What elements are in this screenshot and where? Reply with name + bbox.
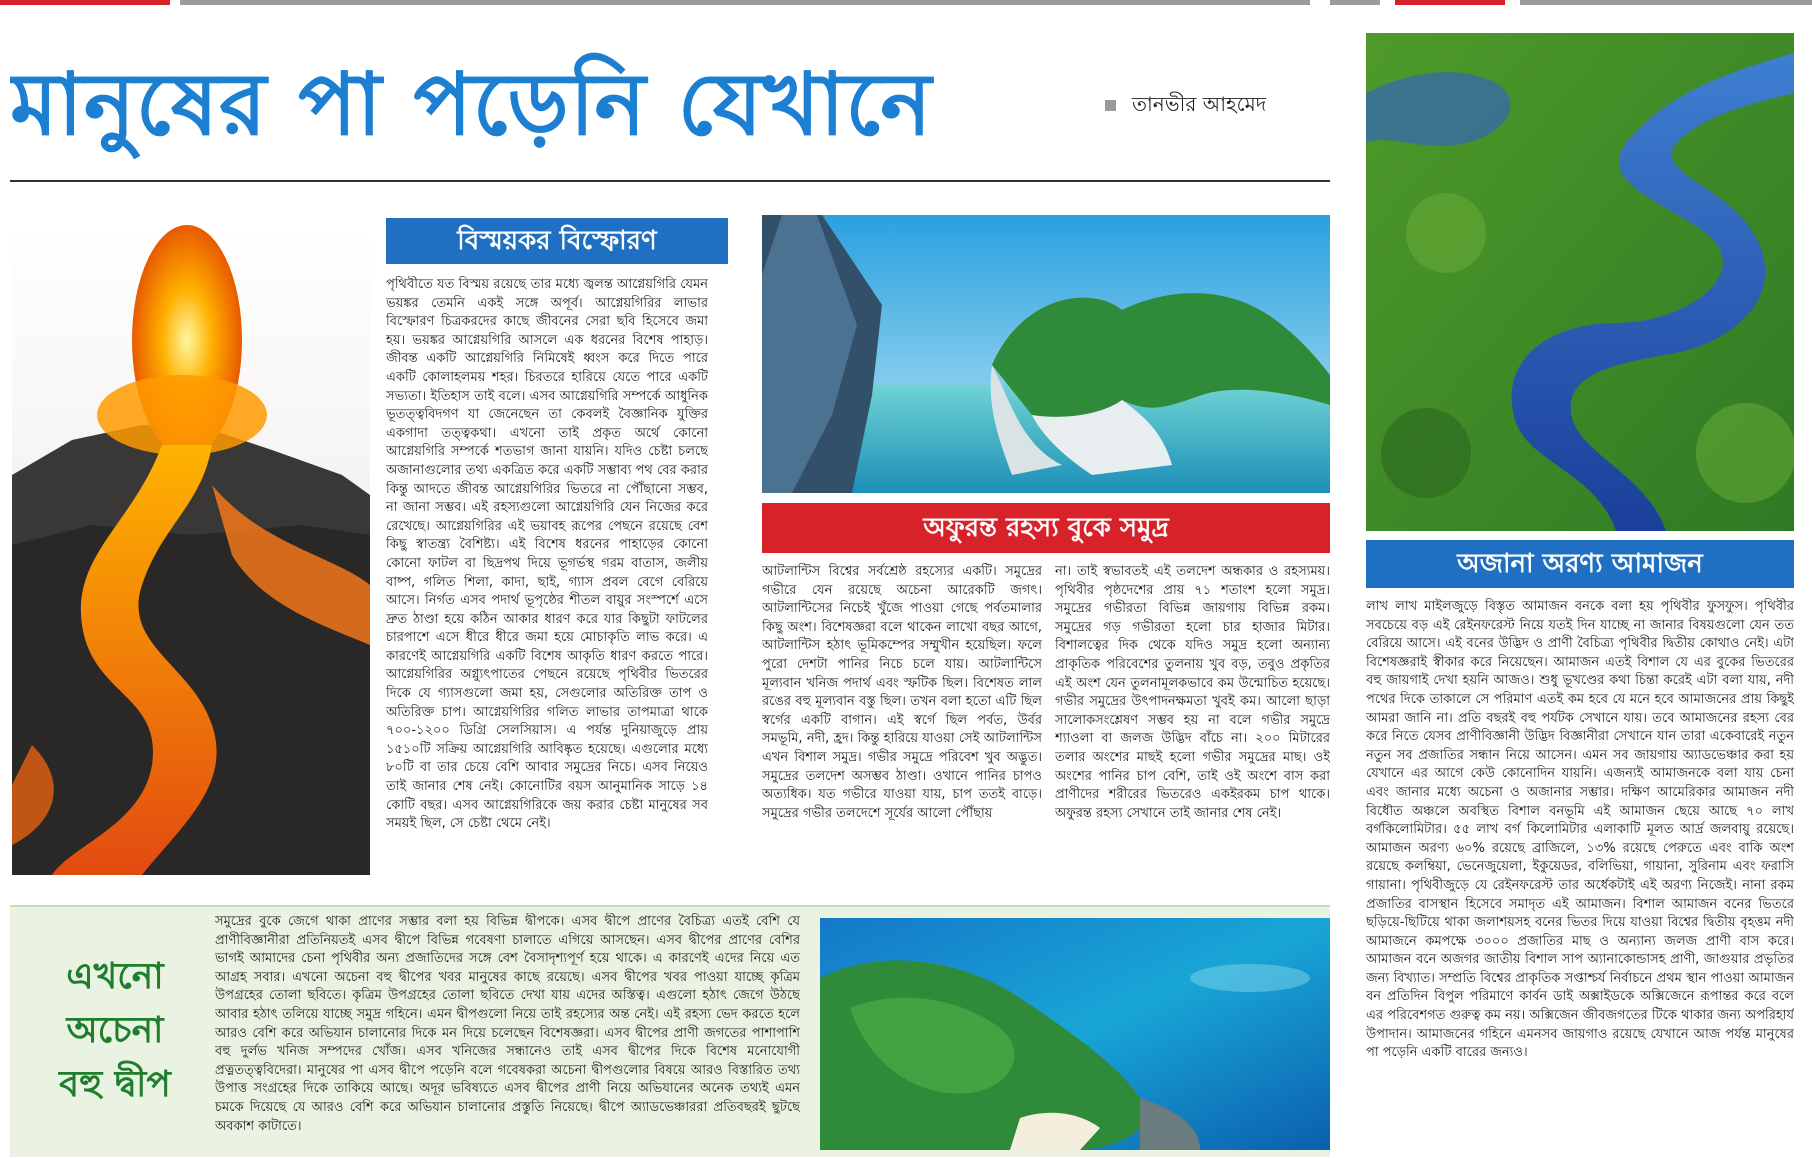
top-strip-red-left (0, 0, 170, 5)
byline-author: তানভীর আহমেদ (1132, 92, 1267, 116)
page-headline: মানুষের পা পড়েনি যেখানে (10, 55, 933, 155)
islands-title-line3: বহু দ্বীপ (59, 1064, 171, 1105)
sea-body-text-col2: না। তাই স্বভাবতই এই তলদেশ অন্ধকার ও রহস্যময়। পৃথিবীর পৃষ্ঠদেশের প্রায় ৭১ শতাংশ হলো সমুদ্র। সমুদ্রের গভীরতা বিভিন্ন জায়গায় বিভিন্ন রকম। সমুদ্রের গড় গভীরতা হলো চার হাজার মিটার। বিশালত্বের দিক থেকে যদিও সমুদ্র হলো অন্যান্য প্রাকৃতিক পরিবেশের তুলনায় খুব বড়, তবুও প্রকৃতির এই অংশ যেন তুলনামূলকভাবে কম উন্মোচিত হয়েছে। গভীর সমুদ্রের উৎপাদনক্ষমতা খুবই কম। আলো ছাড়া সালোকসংশ্লেষণ সম্ভব হয় না বলে গভীর সমুদ্রে শ্যাওলা বা জলজ উদ্ভিদ বাঁচে না। ২০০ মিটারের তলার অংশের মাছই হলো গভীর সমুদ্রের মাছ। ওই অংশের পানির চাপ বেশি, তাই ওই অংশে বাস করা প্রাণীদের শরীরের ভিতরেও একইরকম চাপ থাকে। অফুরন্ত রহস্য সেখানে তাই জানার শেষ নেই। (1055, 564, 1330, 821)
amazon-river-forest-image (1366, 33, 1794, 531)
top-strip-red-right (1395, 0, 1505, 5)
volcano-section-heading: বিস্ময়কর বিস্ফোরণ (386, 218, 728, 264)
tropical-island-image (820, 918, 1330, 1150)
sea-cliff-image (762, 215, 1330, 493)
byline (1105, 90, 1266, 123)
islands-title (20, 950, 210, 1112)
islands-title-line1: এখনো (66, 956, 164, 997)
sea-section-heading: অফুরন্ত রহস্য বুকে সমুদ্র (762, 503, 1330, 553)
amazon-section-heading: অজানা অরণ্য আমাজন (1366, 540, 1794, 588)
headline-rule (10, 180, 1330, 182)
top-strip-gray-small (1330, 0, 1380, 5)
square-bullet-icon (1105, 100, 1116, 111)
sea-body-text-col1: আটলান্টিস বিশ্বের সর্বশ্রেষ্ঠ রহস্যের একটি। সমুদ্রের গভীরে যেন রয়েছে অচেনা আরেকটি জগৎ। আটলান্টিসের নিচেই খুঁজে পাওয়া গেছে পর্বতমালার কিছু অংশ। বিশেষজ্ঞরা বলে থাকেন লাখো বছর আগে, আটলান্টিস হঠাৎ ভূমিকম্পের সম্মুখীন হয়েছিল। ফলে পুরো দেশটা পানির নিচে চলে যায়। আটলান্টিসে মূল্যবান খনিজ পদার্থ এবং স্ফটিক ছিল। বিশেষত লাল রঙের বহু মূল্যবান বস্তু ছিল। তখন বলা হতো এটি ছিল স্বর্গের একটি বাগান। এই স্বর্গে ছিল পর্বত, উর্বর সমভূমি, নদী, হ্রদ। কিন্তু হারিয়ে যাওয়া সেই আটলান্টিস এখন বিশাল সমুদ্র। গভীর সমুদ্রে পরিবেশ খুব অদ্ভুত। সমুদ্রের তলদেশ অসম্ভব ঠাণ্ডা। ওখানে পানির চাপও অত্যধিক। যত গভীরে যাওয়া যায়, চাপ ততই বাড়ে। সমুদ্রের গভীর তলদেশে সূর্যের আলো পৌঁছায় (762, 564, 1042, 821)
volcano-body-text: পৃথিবীতে যত বিস্ময় রয়েছে তার মধ্যে জ্বলন্ত আগ্নেয়গিরি যেমন ভয়ঙ্কর তেমনি একই সঙ্গে অপূর্ব। আগ্নেয়গিরির লাভার বিস্ফোরণ চিত্রকরদের কাছে জীবনের সেরা ছবি হিসেবে জমা হয়। ভয়ঙ্কর আগ্নেয়গিরি আসলে এক ধরনের বিশেষ পাহাড়। জীবন্ত একটি আগ্নেয়গিরি নিমিষেই ধ্বংস করে দিতে পারে একটি কোলাহলময় শহর। চিরতরে হারিয়ে যেতে পারে একটি সভ্যতা। ইতিহাস তাই বলে। এসব আগ্নেয়গিরি সম্পর্কে আধুনিক ভূতত্ত্ববিদগণ যা জেনেছেন তা কেবলই বৈজ্ঞানিক যুক্তির একগাদা তত্ত্বকথা। এখনো তাই প্রকৃত অর্থে কোনো আগ্নেয়গিরি সম্পর্কে শতভাগ জানা যায়নি। যদিও চেষ্টা চলছে অজানাগুলোর তথ্য একত্রিত করে একটি সম্ভাব্য পথ বের করার কিন্তু আদতে জীবন্ত আগ্নেয়গিরির ভিতরে না পৌঁছানো সম্ভব, না জানা সম্ভব। এই রহস্যগুলো আগ্নেয়গিরি যেন নিজের করে রেখেছে। আগ্নেয়গিরির এই ভয়াবহ রূপের পেছনে রয়েছে বেশ কিছু স্বাতন্ত্র্য বৈশিষ্ট্য। এই বিশেষ ধরনের পাহাড়ের কোনো কোনো ফাটল বা ছিদ্রপথ দিয়ে ভূগর্ভস্থ গরম বাতাস, জলীয় বাষ্প, গলিত শিলা, কাদা, ছাই, গ্যাস প্রবল বেগে বেরিয়ে আসে। নির্গত এসব পদার্থ ভূপৃষ্ঠের শীতল বায়ুর সংস্পর্শে এসে দ্রুত ঠাণ্ডা হয়ে কঠিন আকার ধারণ করে যার কিছুটা ফাটলের চারপাশে এসে ধীরে ধীরে জমা হয়ে মোচাকৃতি লাভ করে। এ কারণেই আগ্নেয়গিরি একটি বিশেষ আকৃতি ধারণ করতে পারে। আগ্নেয়গিরির অগ্ন্যুৎপাতের পেছনে রয়েছে পৃথিবীর ভিতরের দিকে যে গ্যাসগুলো জমা হয়, সেগুলোর অতিরিক্ত তাপ ও অতিরিক্ত চাপ। আগ্নেয়গিরির গলিত লাভার তাপমাত্রা থাকে ৭০০-১২০০ ডিগ্রি সেলসিয়াস। এ পর্যন্ত দুনিয়াজুড়ে প্রায় ১৫১০টি সক্রিয় আগ্নেয়গিরি আবিষ্কৃত হয়েছে। এগুলোর মধ্যে ৮০টি বা তার চেয়ে বেশি আবার সমুদ্রের নিচে। এসব নিয়েও তাই জানার শেষ নেই। কোনোটির বয়স আনুমানিক সাড়ে ১৪ কোটি বছর। এসব আগ্নেয়গিরিকে জয় করার চেষ্টা মানুষের সব সময়ই ছিল, সে চেষ্টা থেমে নেই। (386, 277, 708, 832)
top-strip-gray-right (1520, 0, 1812, 5)
volcano-lava-image (12, 225, 370, 875)
amazon-body-text: লাখ লাখ মাইলজুড়ে বিস্তৃত আমাজন বনকে বলা হয় পৃথিবীর ফুসফুস। পৃথিবীর সবচেয়ে বড় এই রেইনফরেস্ট নিয়ে যতই দিন যাচ্ছে না জানার বিষয়গুলো যেন তত বেরিয়ে আসে। এই বনের উদ্ভিদ ও প্রাণী বৈচিত্র্য পৃথিবীর দ্বিতীয় কোথাও নেই। এটা বিশেষজ্ঞরাই স্বীকার করে নিয়েছেন। আমাজন এতই বিশাল যে এর বুকের ভিতরের বহু জায়গাই দেখা হয়নি আজও। শুধু ভূখণ্ডের কথা চিন্তা করেই এটা বলা যায়, নদী পথের দিকে তাকালে সে পরিমাণ এতই কম হবে যে মনে হবে আমাজনের প্রায় কিছুই আমরা জানি না। প্রতি বছরই বহু পর্যটক সেখানে যায়। তবে আমাজনের রহস্য বের করে নিতে যেসব প্রাণীবিজ্ঞানী উদ্ভিদ বিজ্ঞানীরা সেখানে যান তারা একেবারেই নতুন নতুন সব প্রজাতির সন্ধান নিয়ে আসেন। এমন সব জায়গায় অ্যাডভেঞ্চার করা হয় যেখানে এর আগে কেউ কোনোদিন যায়নি। এজন্যই আমাজনকে বলা যায় চেনা এবং জানার মধ্যে অচেনা ও অজানার সম্ভার। দক্ষিণ আমেরিকার আমাজন নদী বিধৌত অঞ্চলে অবস্থিত বিশাল বনভূমি এই আমাজন ছেয়ে আছে ৭০ লাখ বর্গকিলোমিটার। ৫৫ লাখ বর্গ কিলোমিটার এলাকাটি মূলত আর্দ্র জলবায়ু রয়েছে। আমাজন অরণ্য ৬০% রয়েছে ব্রাজিলে, ১৩% রয়েছে পেরুতে এবং বাকি অংশ রয়েছে কলম্বিয়া, ভেনেজুয়েলা, ইকুয়েডর, বলিভিয়া, গায়ানা, সুরিনাম এবং ফরাসি গায়ানা। পৃথিবীজুড়ে যে রেইনফরেস্ট তার অর্ধেকটাই এই অরণ্য নিজেই। নানা রকম প্রজাতির বাসস্থান হিসেবে সমাদৃত এই আমাজন। বিশাল আমাজন বনের ভিতরে ছড়িয়ে-ছিটিয়ে থাকা জলাশয়সহ বনের ভিতর দিয়ে যাওয়া বিশ্বের দ্বিতীয় বৃহত্তম নদী আমাজনে কমপক্ষে ৩০০০ প্রজাতির মাছ ও অন্যান্য জলজ প্রাণী বাস করে। আমাজন বনে অজগর জাতীয় বিশাল সাপ অ্যানাকোন্ডাসহ প্রাণী, জাগুয়ার প্রভৃতির জন্য বিখ্যাত। সম্প্রতি বিশ্বের প্রাকৃতিক সপ্তাশ্চর্য নির্বাচনে প্রথম স্থান পাওয়া আমাজন বন প্রতিদিন বিপুল পরিমাণে কার্বন ডাই অক্সাইডকে অক্সিজেনে রূপান্তর করে বলে এর পরিবেশগত গুরুত্ব কম নয়। অক্সিজেন জীবজগতের টিকে থাকার জন্য অপরিহার্য উপাদান। আমাজনের গহিনে এমনসব জায়গাও রয়েছে যেখানে আজ পর্যন্ত মানুষের পা পড়েনি একটি বারের জন্যও। (1366, 599, 1794, 1061)
islands-body-text: সমুদ্রের বুকে জেগে থাকা প্রাণের সম্ভার বলা হয় বিভিন্ন দ্বীপকে। এসব দ্বীপে প্রাণের বৈচিত্র্য এতই বেশি যে প্রাণীবিজ্ঞানীরা প্রতিনিয়তই এসব দ্বীপে বিভিন্ন গবেষণা চালাতে এগিয়ে আসছেন। এসব দ্বীপের প্রাণের বেশির ভাগই আমাদের চেনা পৃথিবীর অন্য প্রজাতিদের সঙ্গে বেশ বৈসাদৃশ্যপূর্ণ হয়ে থাকে। এ কারণেই এদের নিয়ে এত আগ্রহ সবার। এখনো অচেনা বহু দ্বীপের খবর মানুষের কাছে রয়েছে। এসব দ্বীপের খবর পাওয়া যাচ্ছে কৃত্রিম উপগ্রহের তোলা ছবিতে। কৃত্রিম উপগ্রহের তোলা ছবিতে দেখা যায় এদের অস্তিত্ব। এগুলো হঠাৎ জেগে উঠছে আবার হঠাৎ তলিয়ে যাচ্ছে সমুদ্র গহিনে। এমন দ্বীপগুলো নিয়ে তাই রহস্যের অন্ত নেই। এই রহস্য ভেদ করতে হলে আরও বেশি করে অভিযান চালানোর দিকে মন দিয়ে চলেছেন বিশেষজ্ঞরা। এসব দ্বীপের প্রাণী জগতের পাশাপাশি বহু দুর্লভ খনিজ সম্পদের খোঁজ। এসব খনিজের সন্ধানেও তাই এসব দ্বীপের দিকে বিশেষ মনোযোগী প্রত্নতত্ত্ববিদেরা। মানুষের পা এসব দ্বীপে পড়েনি বলে গবেষকরা অচেনা দ্বীপগুলোর বিষয়ে আরও বিস্তারিত তথ্য উপাত্ত সংগ্রহের দিকে তাকিয়ে আছে। অদূর ভবিষ্যতে এসব দ্বীপের প্রাণী নিয়ে অভিযানের অনেক তথ্যই এমন চমকে দিয়েছে যে আরও বেশি করে অভিযান চালানোর প্রস্তুতি নিয়েছে। দ্বীপে অ্যাডভেঞ্চাররা প্রতিবছরই ছুটছে অবকাশ কাটাতে। (215, 914, 800, 1134)
top-strip-gray (180, 0, 1310, 5)
islands-title-line2: অচেনা (66, 1010, 164, 1051)
